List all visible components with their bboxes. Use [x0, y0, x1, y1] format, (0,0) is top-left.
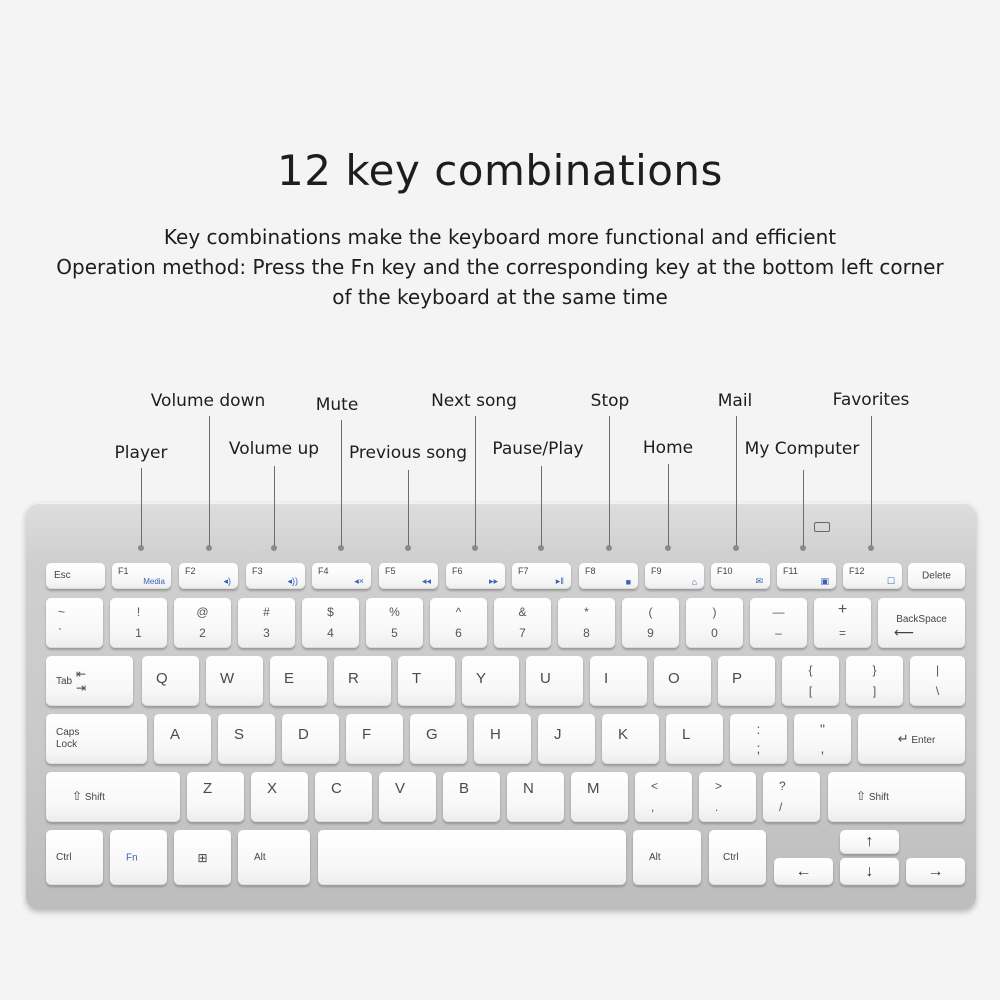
key-w[interactable]: W — [206, 656, 263, 706]
key-t[interactable]: T — [398, 656, 455, 706]
key-m[interactable]: M — [571, 772, 628, 822]
key-a[interactable]: A — [154, 714, 211, 764]
key-caps-lock[interactable]: Caps Lock — [46, 714, 147, 764]
stop-icon: ■ — [625, 577, 631, 587]
key-arrow-right[interactable]: → — [906, 858, 965, 885]
leader-my-computer — [803, 470, 804, 548]
key-6[interactable]: ^ 6 — [430, 598, 487, 648]
key-j[interactable]: J — [538, 714, 595, 764]
key-9[interactable]: ( 9 — [622, 598, 679, 648]
description-line-2: Operation method: Press the Fn key and the corresponding key at the bottom left corner — [56, 255, 944, 279]
windows-logo-icon: ⊞ — [197, 850, 208, 865]
callout-volume-up: Volume up — [228, 439, 320, 459]
leader-player — [141, 468, 142, 548]
key-left-shift[interactable]: ⇧ Shift — [46, 772, 180, 822]
callout-pause-play: Pause/Play — [492, 439, 584, 459]
key-n[interactable]: N — [507, 772, 564, 822]
shift-arrow-icon: ⇧ — [72, 789, 83, 803]
indicator-dot — [868, 545, 874, 551]
key-f5[interactable]: F5 ◂◂ — [379, 563, 438, 589]
key-3[interactable]: # 3 — [238, 598, 295, 648]
indicator-dot — [271, 545, 277, 551]
indicator-dot — [800, 545, 806, 551]
key-f8[interactable]: F8 ■ — [579, 563, 638, 589]
key-f11[interactable]: F11 ▣ — [777, 563, 836, 589]
key-fn[interactable]: Fn — [110, 830, 167, 885]
shift-arrow-icon: ⇧ — [856, 789, 867, 803]
callout-volume-down: Volume down — [150, 391, 266, 411]
backspace-arrow-icon: ⟵ — [894, 624, 915, 640]
key-space[interactable] — [318, 830, 626, 885]
indicator-dot — [206, 545, 212, 551]
key-u[interactable]: U — [526, 656, 583, 706]
key-windows[interactable] — [174, 830, 231, 885]
key-h[interactable]: H — [474, 714, 531, 764]
key-arrow-down[interactable]: ↓ — [840, 858, 899, 885]
key-0[interactable]: ) 0 — [686, 598, 743, 648]
callout-mail: Mail — [717, 391, 753, 411]
page-title: 12 key combinations — [277, 146, 723, 195]
key-y[interactable]: Y — [462, 656, 519, 706]
key-r[interactable]: R — [334, 656, 391, 706]
key-tab[interactable]: Tab ⇤ ⇥ — [46, 656, 133, 706]
next-song-icon: ▸▸ — [488, 576, 498, 586]
key-5[interactable]: % 5 — [366, 598, 423, 648]
callout-mute: Mute — [315, 395, 359, 415]
key-c[interactable]: C — [315, 772, 372, 822]
key-f1[interactable]: F1 Media — [112, 563, 171, 589]
key-arrow-up[interactable]: ↑ — [840, 830, 899, 854]
key-i[interactable]: I — [590, 656, 647, 706]
key-8[interactable]: * 8 — [558, 598, 615, 648]
enter-arrow-icon: ↵ — [897, 731, 909, 746]
key-arrow-left[interactable]: ← — [774, 858, 833, 885]
key-f6[interactable]: F6 ▸▸ — [446, 563, 505, 589]
key-period[interactable]: > . — [699, 772, 756, 822]
description-line-1: Key combinations make the keyboard more functional and efficient — [163, 225, 837, 249]
key-2[interactable]: @ 2 — [174, 598, 231, 648]
key-f9[interactable]: F9 ⌂ — [645, 563, 704, 589]
leader-stop — [609, 416, 610, 548]
key-left-ctrl[interactable]: Ctrl — [46, 830, 103, 885]
key-f7[interactable]: F7 ▸‖ — [512, 563, 571, 589]
callout-next-song: Next song — [431, 391, 517, 411]
key-f3[interactable]: F3 ◂)) — [246, 563, 305, 589]
leader-next-song — [475, 416, 476, 548]
my-computer-icon: ▣ — [820, 576, 829, 586]
key-e[interactable]: E — [270, 656, 327, 706]
callout-player: Player — [114, 443, 168, 463]
key-f[interactable]: F — [346, 714, 403, 764]
key-l[interactable]: L — [666, 714, 723, 764]
indicator-dot — [338, 545, 344, 551]
key-slash[interactable]: ? / — [763, 772, 820, 822]
leader-mail — [736, 416, 737, 548]
key-backspace[interactable]: BackSpace ⟵ — [878, 598, 965, 648]
previous-song-icon: ◂◂ — [421, 576, 431, 586]
key-v[interactable]: V — [379, 772, 436, 822]
home-icon: ⌂ — [691, 577, 697, 587]
key-g[interactable]: G — [410, 714, 467, 764]
battery-indicator-icon — [814, 522, 830, 532]
key-s[interactable]: S — [218, 714, 275, 764]
key-k[interactable]: K — [602, 714, 659, 764]
key-enter[interactable]: ↵ Enter — [858, 714, 965, 764]
key-f10[interactable]: F10 ✉ — [711, 563, 770, 589]
key-left-bracket[interactable]: { [ — [782, 656, 839, 706]
indicator-dot — [665, 545, 671, 551]
key-semicolon[interactable]: : ; — [730, 714, 787, 764]
key-f4[interactable]: F4 ◂× — [312, 563, 371, 589]
key-q[interactable]: Q — [142, 656, 199, 706]
callout-my-computer: My Computer — [744, 439, 860, 459]
key-esc[interactable]: Esc — [46, 563, 105, 589]
key-4[interactable]: $ 4 — [302, 598, 359, 648]
indicator-dot — [472, 545, 478, 551]
key-b[interactable]: B — [443, 772, 500, 822]
description — [30, 222, 970, 312]
callout-stop: Stop — [590, 391, 630, 411]
tab-right-arrow-icon: ⇥ — [76, 681, 87, 695]
callout-favorites: Favorites — [832, 390, 910, 410]
key-right-alt[interactable]: Alt — [633, 830, 701, 885]
leader-volume-down — [209, 416, 210, 548]
tab-left-arrow-icon: ⇤ — [76, 667, 87, 681]
key-f2[interactable]: F2 ◂) — [179, 563, 238, 589]
callout-home: Home — [642, 438, 694, 458]
key-d[interactable]: D — [282, 714, 339, 764]
leader-volume-up — [274, 466, 275, 548]
key-7[interactable]: & 7 — [494, 598, 551, 648]
indicator-dot — [733, 545, 739, 551]
favorites-icon: ☐ — [886, 576, 895, 586]
key-p[interactable]: P — [718, 656, 775, 706]
indicator-dot — [405, 545, 411, 551]
leader-previous-song — [408, 470, 409, 548]
leader-pause-play — [541, 466, 542, 548]
key-x[interactable]: X — [251, 772, 308, 822]
mute-icon: ◂× — [354, 576, 364, 586]
callout-previous-song: Previous song — [348, 443, 468, 463]
leader-favorites — [871, 416, 872, 548]
description-line-3: of the keyboard at the same time — [332, 285, 668, 309]
key-quote[interactable]: " , — [794, 714, 851, 764]
leader-mute — [341, 420, 342, 548]
key-right-ctrl[interactable]: Ctrl — [709, 830, 766, 885]
leader-home — [668, 464, 669, 548]
mail-icon: ✉ — [755, 576, 763, 586]
key-backslash[interactable]: | \ — [910, 656, 965, 706]
key-f12[interactable]: F12 ☐ — [843, 563, 902, 589]
pause-play-icon: ▸‖ — [555, 576, 564, 586]
key-comma[interactable]: < , — [635, 772, 692, 822]
indicator-dot — [606, 545, 612, 551]
key-left-alt[interactable]: Alt — [238, 830, 310, 885]
indicator-dot — [538, 545, 544, 551]
key-right-shift[interactable]: ⇧ Shift — [828, 772, 965, 822]
key-right-bracket[interactable]: } ] — [846, 656, 903, 706]
key-minus[interactable]: — – — [750, 598, 807, 648]
key-delete[interactable]: Delete — [908, 563, 965, 589]
key-1[interactable]: ! 1 — [110, 598, 167, 648]
volume-down-icon: ◂) — [223, 576, 231, 586]
key-equal[interactable]: + = — [814, 598, 871, 648]
key-backtick[interactable]: ~ ` — [46, 598, 103, 648]
key-o[interactable]: O — [654, 656, 711, 706]
key-z[interactable]: Z — [187, 772, 244, 822]
volume-up-icon: ◂)) — [287, 576, 298, 586]
indicator-dot — [138, 545, 144, 551]
